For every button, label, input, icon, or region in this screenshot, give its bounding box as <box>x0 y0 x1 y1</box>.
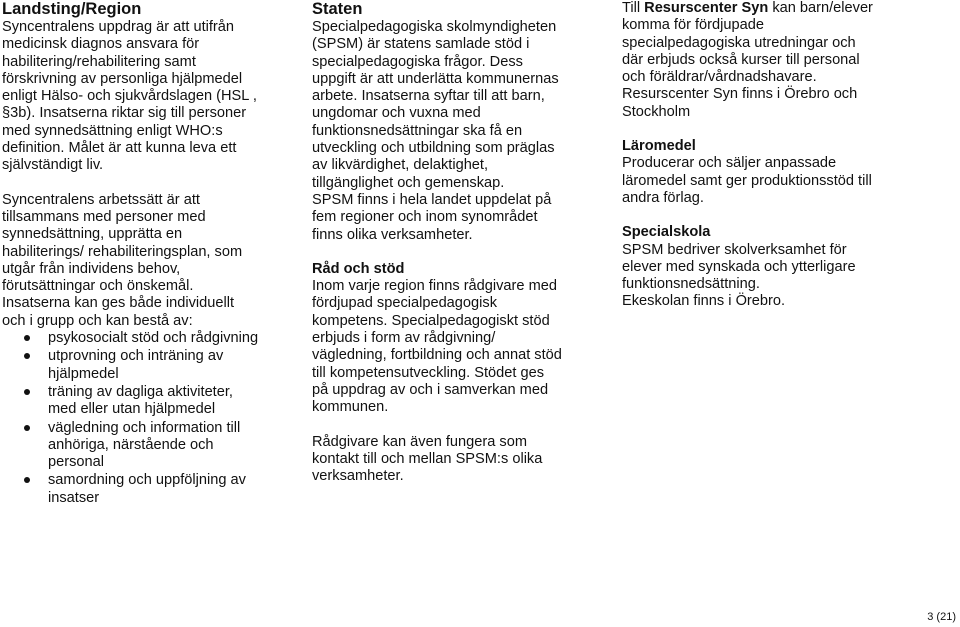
bullet-icon <box>24 425 30 431</box>
paragraph-gap <box>622 207 922 224</box>
column-landsting <box>2 0 287 508</box>
bullet-icon <box>24 389 30 395</box>
heading-specialskola: Specialskola <box>622 224 711 241</box>
list-item <box>2 420 287 472</box>
list-item <box>2 472 287 507</box>
paragraph-radgivare-kontakt: Rådgivare kan även fungera som kontakt till och mellan SPSM:s olika verksamheter. <box>312 433 543 485</box>
insatser-list <box>2 330 287 507</box>
column-staten <box>312 0 602 485</box>
paragraph-resurscenter-syn <box>622 0 922 121</box>
paragraph-syncentral-uppdrag: Syncentralens uppdrag är att utifrån medicinsk diagnos ansvara för habilitering/rehabilitering samt förskrivning av personliga hjälpmedel enligt Hälso- och sjukvårdslagen (HSL , §3b). Insatserna riktar sig till personer med synnedsättning enligt WHO:s definition. Målet är att kunna leva ett självständigt liv. <box>2 19 257 174</box>
bullet-icon <box>24 477 30 483</box>
resurscenter-prefix: Till <box>622 0 645 16</box>
list-item-text: träning av dagliga aktiviteter, med eller utan hjälpmedel <box>48 383 233 418</box>
list-item-text: psykosocialt stöd och rådgivning <box>48 330 259 347</box>
column-resurscenter <box>622 0 922 311</box>
paragraph-specialskola: SPSM bedriver skolverksamhet för elever med synskada och ytterligare funktionsnedsättning. Ekeskolan finns i Örebro. <box>622 241 856 310</box>
list-item <box>2 384 287 419</box>
heading-laromedel: Läromedel <box>622 138 696 155</box>
paragraph-spsm: Specialpedagogiska skolmyndigheten (SPSM) är statens samlade stöd i specialpedagogiska frågor. Dess uppgift är att underlätta kommunernas arbete. Insatserna syftar till att barn, ungdomar och vuxna med funktionsnedsättningar ska få en utveckling och utbildning som präglas av likvärdighet, delaktighet, tillgänglighet och gemenskap. SPSM finns i hela landet uppdelat på fem regioner och inom synområdet finns olika verksamheter. <box>312 19 559 243</box>
bullet-icon <box>24 353 30 359</box>
list-item-text: utprovning och inträning av hjälpmedel <box>48 348 224 382</box>
resurscenter-name: Resurscenter Syn <box>644 0 769 16</box>
bullet-icon <box>24 335 30 341</box>
heading-staten: Staten <box>312 0 363 18</box>
paragraph-gap <box>312 244 602 261</box>
list-item-text: vägledning och information till anhöriga, närstående och personal <box>48 419 241 471</box>
heading-landsting-region: Landsting/Region <box>2 0 142 18</box>
paragraph-gap <box>2 175 287 192</box>
paragraph-laromedel: Producerar och säljer anpassade läromedel samt ger produktionsstöd till andra förlag. <box>622 155 872 206</box>
list-item-text: samordning och uppföljning av insatser <box>48 472 246 506</box>
list-item <box>2 330 287 347</box>
page-number: 3 (21) <box>927 611 956 623</box>
paragraph-radgivare-region: Inom varje region finns rådgivare med fördjupad specialpedagogisk kompetens. Specialpedagogiskt stöd erbjuds i form av rådgivning/ vägledning, fortbildning och annat stöd till kompetensutveckling. Stödet ges på uppdrag av och i samverkan med kommunen. <box>312 278 562 416</box>
heading-rad-och-stod: Råd och stöd <box>312 260 405 277</box>
paragraph-gap <box>622 121 922 138</box>
paragraph-gap <box>312 417 602 434</box>
list-item <box>2 348 287 383</box>
paragraph-syncentral-arbetssatt: Syncentralens arbetssätt är att tillsammans med personer med synnedsättning, upprätta en habiliterings/ rehabiliteringsplan, som utgår från individens behov, förutsättningar och önskemål. Insatserna kan ges både individuellt och i grupp och kan bestå av: <box>2 191 243 329</box>
resurscenter-text: kan barn/elever komma för fördjupade specialpedagogiska utredningar och där erbjuds också kurser till personal och föräldrar/vårdnadshavare. Resurscenter Syn finns i Örebro och Stockholm <box>622 0 873 120</box>
